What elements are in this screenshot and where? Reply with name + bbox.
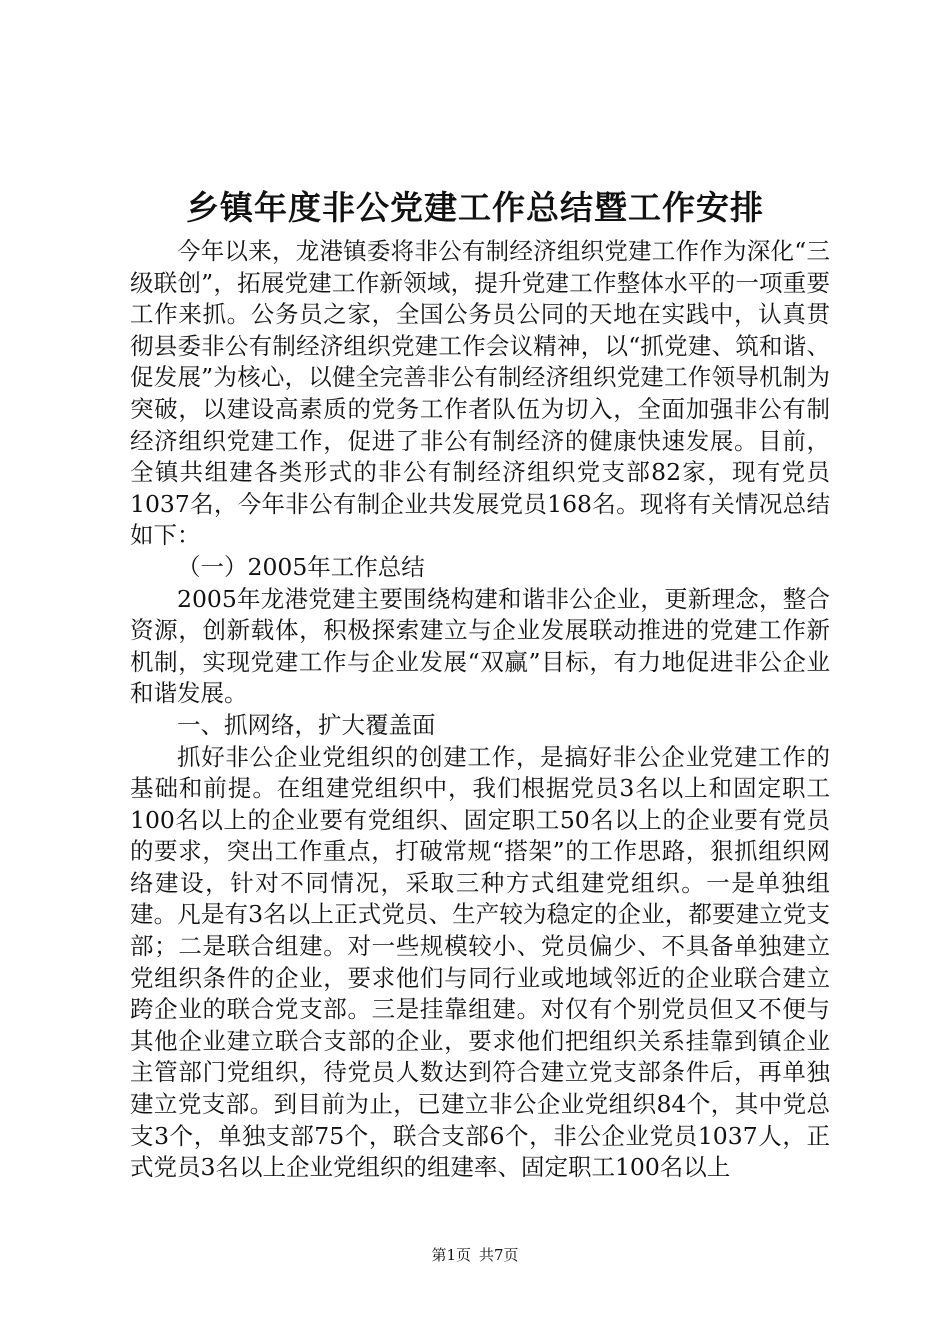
page-footer — [0, 1245, 950, 1265]
page-number-total: 共7页 — [479, 1246, 519, 1264]
document-title: 乡镇年度非公党建工作总结暨工作安排 — [186, 188, 764, 227]
paragraph-2005-overview: 2005年龙港党建主要围绕构建和谐非公企业，更新理念，整合资源，创新载体，积极探索建立与企业发展联动推进的党建工作新机制，实现党建工作与企业发展“双赢”目标，有力地促进非公企业和谐发展。 — [130, 584, 830, 708]
section-heading-network: 一、抓网络，扩大覆盖面 — [177, 710, 436, 739]
page-number-current: 第1页 — [431, 1246, 471, 1264]
paragraph-intro: 今年以来，龙港镇委将非公有制经济组织党建工作作为深化“三级联创”，拓展党建工作新领域，提升党建工作整体水平的一项重要工作来抓。公务员之家，全国公务员公同的天地在实践中，认真贯彻县委非公有制经济组织党建工作会议精神，以“抓党建、筑和谐、促发展”为核心，以健全完善非公有制经济组织党建工作领导机制为突破，以建设高素质的党务工作者队伍为切入，全面加强非公有制经济组织党建工作，促进了非公有制经济的健康快速发展。目前，全镇共组建各类形式的非公有制经济组织党支部82家，现有党员1037名，今年非公有制企业共发展党员168名。现将有关情况总结如下： — [130, 237, 830, 550]
document-body — [130, 236, 830, 1184]
paragraph-network-detail: 抓好非公企业党组织的创建工作，是搞好非公企业党建工作的基础和前提。在组建党组织中，我们根据党员3名以上和固定职工100名以上的企业要有党组织、固定职工50名以上的企业要有党员的要求，突出工作重点，打破常规“搭架”的工作思路，狠抓组织网络建设，针对不同情况，采取三种方式组建党组织。一是单独组建。凡是有3名以上正式党员、生产较为稳定的企业，都要建立党支部；二是联合组建。对一些规模较小、党员偏少、不具备单独建立党组织条件的企业，要求他们与同行业或地域邻近的企业联合建立跨企业的联合党支部。三是挂靠组建。对仅有个别党员但又不便与其他企业建立联合支部的企业，要求他们把组织关系挂靠到镇企业主管部门党组织，待党员人数达到符合建立党支部条件后，再单独建立党支部。到目前为止，已建立非公企业党组织84个，其中党总支3个，单独支部75个，联合支部6个，非公企业党员1037人，正式党员3名以上企业党组织的组建率、固定职工100名以上 — [130, 742, 830, 1182]
section-heading-2005-summary: （一）2005年工作总结 — [177, 552, 425, 581]
